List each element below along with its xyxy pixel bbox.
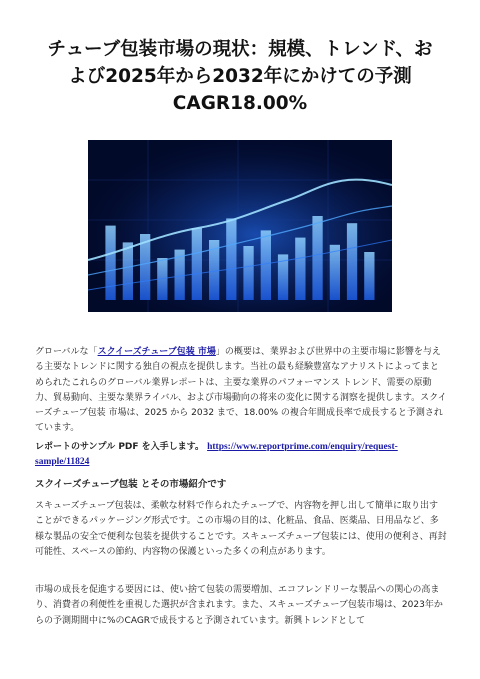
title-line-1: チューブ包装市場の現状：規模、トレンド、お bbox=[47, 39, 433, 60]
title-line-2: よび2025年から2032年にかけての予測 bbox=[68, 66, 412, 87]
paragraph-growth bbox=[35, 583, 447, 629]
hero-bar bbox=[312, 216, 322, 300]
paragraph-growth-text: 市場の成長を促進する要因には、使い捨て包装の需要増加、エコフレンドリーな製品への関心の高まり、消費者の利便性を重視した選択が含まれます。また、スキューズチューブ包装市場は、2023年からの予測期間中に%のCAGRで成長すると予測されています。新興トレンドとして bbox=[35, 585, 443, 626]
hero-bar bbox=[123, 242, 133, 300]
title-line-3: CAGR18.00% bbox=[172, 93, 308, 114]
hero-bar bbox=[330, 245, 340, 300]
hero-image bbox=[88, 140, 392, 312]
paragraph-definition-text: スキューズチューブ包装は、柔軟な材料で作られたチューブで、内容物を押し出して簡単に取り出すことができるパッケージング形式です。この市場の目的は、化粧品、食品、医薬品、日用品など、多様な製品の安全で便利な包装を提供することです。スキューズチューブ包装には、使用の便利さ、再封可能性、スペースの節約、内容物の保護といった多くの利点があります。 bbox=[35, 501, 447, 557]
hero-bar bbox=[226, 218, 236, 300]
hero-bar bbox=[192, 228, 202, 300]
hero-bar bbox=[295, 238, 305, 300]
market-link[interactable]: スクイーズチューブ包装 市場 bbox=[97, 347, 216, 357]
hero-bar bbox=[261, 230, 271, 300]
hero-bar bbox=[347, 223, 357, 300]
paragraph-definition bbox=[35, 499, 447, 560]
bar-chart-illustration-icon bbox=[88, 140, 392, 312]
intro-before: グローバルな「 bbox=[35, 347, 98, 357]
hero-bar bbox=[364, 252, 374, 300]
sample-request bbox=[35, 440, 447, 471]
hero-bar bbox=[105, 226, 115, 300]
intro-after: 」の概要は、業界および世界中の主要市場に影響を与える主要なトレンドに関する独自の視点を提供します。当社の最も経験豊富なアナリストによってまとめられたこれらのグローバル業界レポートは、主要な業界のパフォーマンス トレンド、需要の原動力、貿易動向、主要な業界ライバル、および市場動向の将来の変化に関する洞察を提供します。スクイーズチューブ包装 市場は、2025 から 2032 まで、18.00% の複合年間成長率で成長すると予測されています。 bbox=[35, 347, 447, 434]
sample-url-link[interactable]: https://www.reportprime.com/enquiry/request-sample/11824 bbox=[35, 442, 398, 468]
sample-label: レポートのサンプル PDF を入手します。 bbox=[35, 442, 204, 452]
section-heading: スクイーズチューブ包装 とその市場紹介です bbox=[35, 479, 227, 490]
page-title bbox=[30, 36, 450, 117]
intro-paragraph bbox=[35, 345, 447, 437]
hero-bar bbox=[243, 246, 253, 300]
